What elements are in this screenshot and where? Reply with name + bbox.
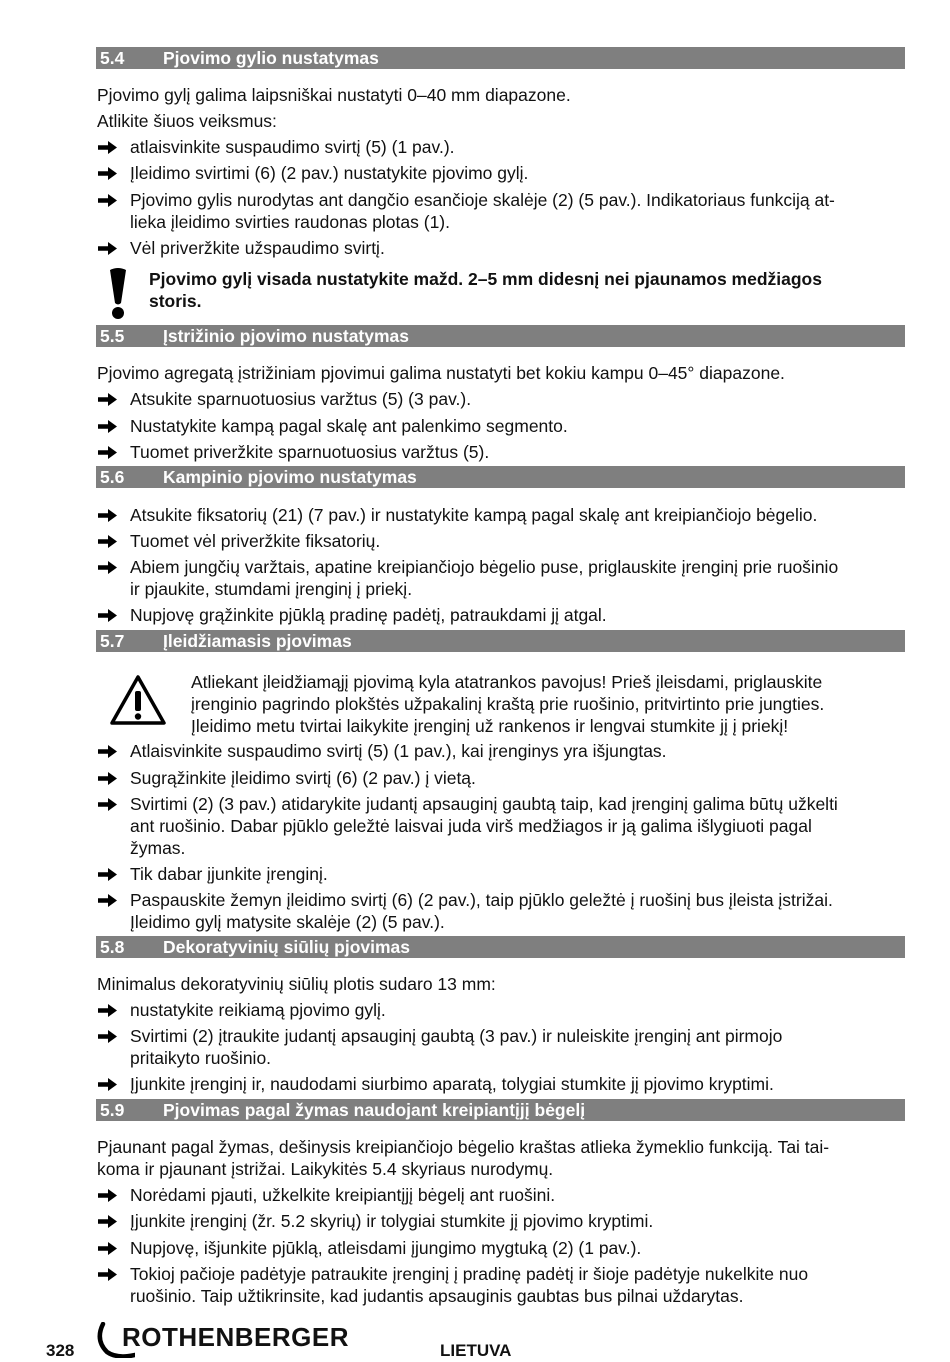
bullet-text: lieka įleidimo svirties raudonas plotas (1).	[130, 212, 450, 232]
bullet-text: Paspauskite žemyn įleidimo svirtį (6) (2 pav.), taip pjūklo geležtė į ruošinį bus įleista įstrižai.	[130, 890, 833, 910]
brand-name: ROTHENBERGER	[122, 1322, 350, 1352]
bullet-text: Atsukite fiksatorių (21) (7 pav.) ir nustatykite kampą pagal skalę ant kreipiančiojo bėgelio.	[130, 505, 818, 525]
paragraph: Pjovimo agregatą įstrižiniam pjovimui galima nustatyti bet kokiu kampu 0–45° diapazone.	[97, 363, 785, 383]
arrow-right-icon	[97, 441, 121, 463]
bullet-text: Tuomet priveržkite sparnuotuosius varžtus (5).	[130, 442, 490, 462]
bullet-text: Nustatykite kampą pagal skalę ant palenkimo segmento.	[130, 416, 568, 436]
warning-triangle-icon	[108, 673, 168, 727]
bullet-text: Atlaisvinkite suspaudimo svirtį (5) (1 pav.), kai įrenginys yra išjungtas.	[130, 741, 667, 761]
bullet-text: Abiem jungčių varžtais, apatine kreipiančiojo bėgelio puse, priglauskite įrenginį prie ruošinio	[130, 557, 839, 577]
section-heading-5-8	[96, 936, 905, 958]
arrow-right-icon	[97, 1025, 121, 1047]
section-number: 5.5	[100, 326, 125, 346]
bullet-text: Įjunkite įrenginį (žr. 5.2 skyrių) ir tolygiai stumkite jį pjovimo kryptimi.	[130, 1211, 654, 1231]
arrow-right-icon	[97, 237, 121, 259]
section-number: 5.9	[100, 1100, 125, 1120]
arrow-right-icon	[97, 530, 121, 552]
arrow-right-icon	[97, 189, 121, 211]
bullet-text: Svirtimi (2) įtraukite judantį apsauginį gaubtą (3 pav.) ir nuleiskite įrenginį ant pirmojo	[130, 1026, 783, 1046]
brand-logo	[95, 1322, 350, 1358]
bullet-text: Tuomet vėl priveržkite fiksatorių.	[130, 531, 381, 551]
bullet-text: Įjunkite įrenginį ir, naudodami siurbimo aparatą, tolygiai stumkite jį pjovimo kryptimi.	[130, 1074, 774, 1094]
arrow-right-icon	[97, 793, 121, 815]
section-title: Dekoratyvinių siūlių pjovimas	[163, 937, 411, 957]
section-title: Pjovimo gylio nustatymas	[163, 48, 379, 68]
paragraph: Minimalus dekoratyvinių siūlių plotis sudaro 13 mm:	[97, 974, 496, 994]
arrow-right-icon	[97, 1210, 121, 1232]
arrow-right-icon	[97, 889, 121, 911]
bullet-text: Norėdami pjauti, užkelkite kreipiantįjį bėgelį ant ruošini.	[130, 1185, 556, 1205]
section-heading-5-5	[96, 325, 905, 347]
bullet-text: Tokioj pačioje padėtyje patraukite įrenginį į pradinę padėtį ir šioje padėtyje nukelkite nuo	[130, 1264, 809, 1284]
section-heading-5-6	[96, 466, 905, 488]
bullet-text: Svirtimi (2) (3 pav.) atidarykite judantį apsauginį gaubtą taip, kad įrenginį galima būtų užkelti	[130, 794, 838, 814]
paragraph-line: Pjaunant pagal žymas, dešinysis kreipiančiojo bėgelio kraštas atlieka žymeklio funkciją. Tai tai-	[97, 1137, 830, 1157]
warning-text: Atliekant įleidžiamąjį pjovimą kyla atatrankos pavojus! Prieš įleisdami, priglauskite	[191, 672, 823, 692]
arrow-right-icon	[97, 388, 121, 410]
section-number: 5.7	[100, 631, 125, 651]
paragraph: Atlikite šiuos veiksmus:	[97, 111, 277, 131]
language-label: LIETUVA	[440, 1341, 512, 1360]
bullet-text: ir pjaukite, stumdami įrenginį į priekį.	[130, 579, 413, 599]
bullet-text: nustatykite reikiamą pjovimo gylį.	[130, 1000, 386, 1020]
exclamation-icon	[107, 267, 129, 321]
section-title: Pjovimas pagal žymas naudojant kreipiantįjį bėgelį	[163, 1100, 586, 1120]
arrow-right-icon	[97, 863, 121, 885]
arrow-right-icon	[97, 1184, 121, 1206]
bullet-text: Atsukite sparnuotuosius varžtus (5) (3 pav.).	[130, 389, 472, 409]
arrow-right-icon	[97, 1073, 121, 1095]
arrow-right-icon	[97, 136, 121, 158]
section-title: Kampinio pjovimo nustatymas	[163, 467, 417, 487]
bullet-text: Pjovimo gylis nurodytas ant dangčio esančioje skalėje (2) (5 pav.). Indikatoriaus funkciją at-	[130, 190, 835, 210]
section-heading-5-7	[96, 630, 905, 652]
important-note	[149, 268, 822, 312]
section-title: Įstrižinio pjovimo nustatymas	[163, 326, 410, 346]
arrow-right-icon	[97, 999, 121, 1021]
bullet-text: Sugrąžinkite įleidimo svirtį (6) (2 pav.) į vietą.	[130, 768, 476, 788]
bullet-text: Vėl priveržkite užspaudimo svirtį.	[130, 238, 385, 258]
bullet-text: žymas.	[130, 838, 186, 858]
arrow-right-icon	[97, 415, 121, 437]
arrow-right-icon	[97, 1237, 121, 1259]
note-text: storis.	[149, 291, 202, 311]
warning-text: įrenginio pagrindo plokštės užpakalinį kraštą prie ruošinio, pritvirtinto prie jungties.	[191, 694, 825, 714]
bullet-text: Nupjovę grąžinkite pjūklą pradinę padėtį, patraukdami jį atgal.	[130, 605, 607, 625]
warning-note	[191, 671, 824, 737]
arrow-right-icon	[97, 740, 121, 762]
bullet-text: ant ruošinio. Dabar pjūklo geležtė laisvai juda virš medžiagos ir ją galima išlygiuoti pagal	[130, 816, 812, 836]
bullet-text: Tik dabar įjunkite įrenginį.	[130, 864, 328, 884]
bullet-text: ruošinio. Taip užtikrinsite, kad judantis apsauginis gaubtas bus pilnai uždarytas.	[130, 1286, 744, 1306]
page-number: 328	[46, 1341, 75, 1360]
section-number: 5.6	[100, 467, 125, 487]
paragraph	[97, 1136, 897, 1180]
bullet-text: Nupjovę, išjunkite pjūklą, atleisdami įjungimo mygtuką (2) (1 pav.).	[130, 1238, 642, 1258]
note-text: Pjovimo gylį visada nustatykite mažd. 2–5 mm didesnį nei pjaunamos medžiagos	[149, 269, 822, 289]
section-heading-5-4	[96, 47, 905, 69]
section-number: 5.4	[100, 48, 125, 68]
arrow-right-icon	[97, 767, 121, 789]
arrow-right-icon	[97, 162, 121, 184]
arrow-right-icon	[97, 504, 121, 526]
bullet-text: pritaikyto ruošinio.	[130, 1048, 272, 1068]
paragraph-line: koma ir pjaunant įstrižai. Laikykitės 5.4 skyriaus nurodymų.	[97, 1159, 554, 1179]
warning-text: Įleidimo metu tvirtai laikykite įrenginį už rankenos ir lengvai stumkite jį į priekį!	[191, 716, 789, 736]
section-heading-5-9	[96, 1099, 905, 1121]
bullet-text: Įleidimo svirtimi (6) (2 pav.) nustatykite pjovimo gylį.	[130, 163, 529, 183]
section-number: 5.8	[100, 937, 125, 957]
bullet-text: atlaisvinkite suspaudimo svirtį (5) (1 pav.).	[130, 137, 455, 157]
arrow-right-icon	[97, 604, 121, 626]
arrow-right-icon	[97, 1263, 121, 1285]
section-title: Įleidžiamasis pjovimas	[163, 631, 352, 651]
bullet-text: Įleidimo gylį matysite skalėje (2) (5 pav.).	[130, 912, 445, 932]
arrow-right-icon	[97, 556, 121, 578]
paragraph: Pjovimo gylį galima laipsniškai nustatyti 0–40 mm diapazone.	[97, 85, 571, 105]
